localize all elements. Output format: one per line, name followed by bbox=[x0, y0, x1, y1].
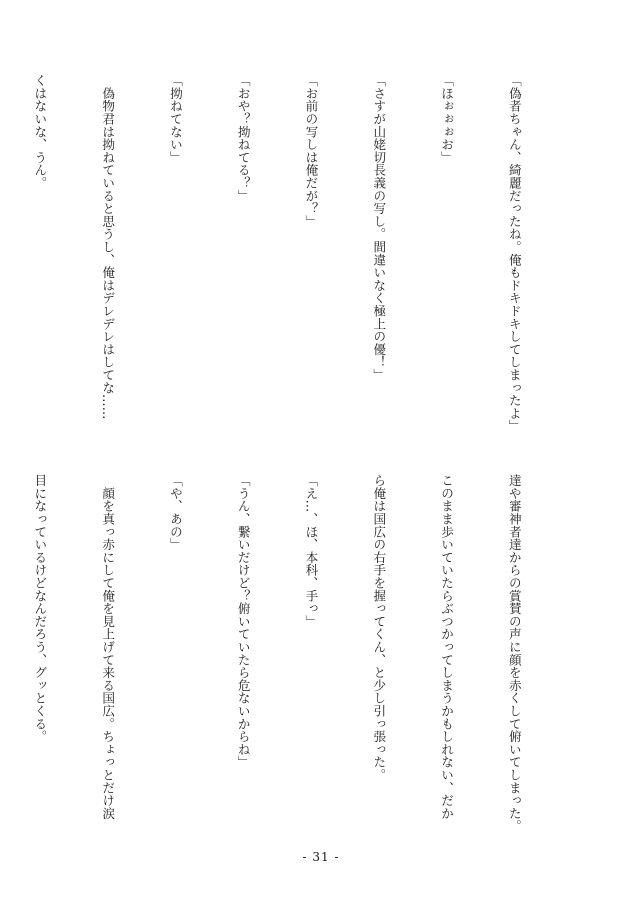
lower-text-block bbox=[32, 474, 570, 846]
text-line: 「偽者ちゃん、綺麗だったね。俺もドキドキしてしまったよ」 bbox=[506, 74, 522, 433]
text-line: 「さすが山姥切長義の写し。間違いなく極上の優！」 bbox=[371, 74, 387, 382]
page-number: - 31 - bbox=[302, 850, 340, 864]
text-line: 「え…、ほ、本科、手っ」 bbox=[303, 474, 319, 628]
text-line: 「や、あの」 bbox=[167, 474, 183, 551]
text-line: くはないな、うん。 bbox=[32, 74, 48, 190]
text-line: このまま歩いていたらぶつかってしまうかもしれない、だか bbox=[439, 474, 455, 820]
upper-text-block bbox=[32, 74, 570, 446]
text-line: 「拗ねてない」 bbox=[167, 74, 183, 164]
text-line: 「お前の写しは俺だが？」 bbox=[303, 74, 319, 228]
text-line: 達や審神者達からの賞賛の声に顔を赤くして俯いてしまった。 bbox=[506, 474, 522, 833]
text-line: ら俺は国広の右手を握ってくん、と少し引っ張った。 bbox=[371, 474, 387, 782]
text-line: 「うん、繋いだけど？俯いていたら危ないからね」 bbox=[235, 474, 251, 769]
text-line: 「おや？拗ねてる？」 bbox=[235, 74, 251, 202]
text-line: 「ほぉぉぉお」 bbox=[439, 74, 455, 164]
text-line: 偽物君は拗ねていると思うし、俺はデレデレはしてな…… bbox=[100, 74, 116, 420]
text-line: 顔を真っ赤にして俺を見上げて来る国広。ちょっとだけ涙 bbox=[100, 474, 116, 820]
text-line: 目になっているけどなんだろう、グッとくる。 bbox=[32, 474, 48, 743]
